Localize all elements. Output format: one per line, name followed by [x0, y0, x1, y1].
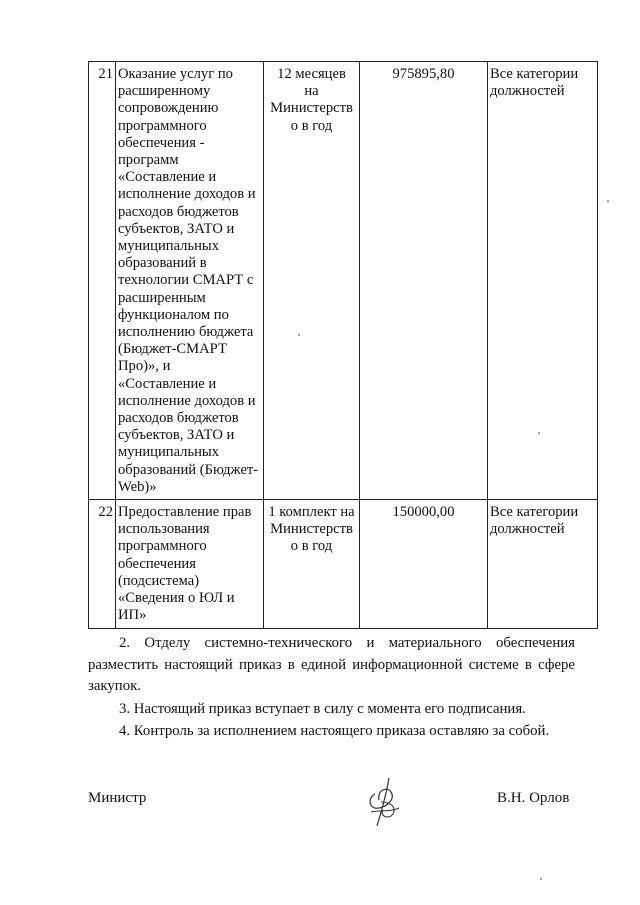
handwritten-signature [365, 776, 405, 828]
table-row [89, 62, 598, 500]
signer-position: Министр [88, 790, 147, 806]
position-category: Все категории должностей [488, 500, 598, 628]
procurement-table [88, 61, 598, 629]
service-name: Предоставление прав использования программного обеспечения (подсистема) «Сведения о ЮЛ и ИП» [116, 500, 264, 628]
row-number: 22 [89, 500, 116, 628]
service-name: Оказание услуг по расширенному сопровождению программного обеспечения - программ «Составление и исполнение доходов и расходов бюджетов субъектов, ЗАТО и муниципальных образований в технологии СМАРТ с расширенным функционалом по исполнению бюджета (Бюджет-СМАРТ Про)», и «Составление и исполнение доходов и расходов бюджетов субъектов, ЗАТО и муниципальных образований (Бюджет- Web)» [116, 62, 264, 500]
table-row [89, 500, 598, 628]
scan-speck [540, 878, 542, 880]
scan-speck [298, 334, 300, 336]
scan-speck [538, 432, 540, 434]
scan-speck [607, 200, 609, 202]
service-price: 150000,00 [360, 500, 488, 628]
service-term: 12 месяцев на Министерств о в год [264, 62, 360, 500]
position-category: Все категории должностей [488, 62, 598, 500]
paragraph-4: 4. Контроль за исполнением настоящего приказа оставляю за собой. [119, 723, 550, 739]
service-term: 1 комплект на Министерств о в год [264, 500, 360, 628]
row-number: 21 [89, 62, 116, 500]
order-paragraphs [88, 633, 575, 744]
service-price: 975895,80 [360, 62, 488, 500]
signer-name: В.Н. Орлов [497, 790, 570, 806]
paragraph-3: 3. Настоящий приказ вступает в силу с момента его подписания. [119, 700, 526, 717]
paragraph-2: 2. Отделу системно-технического и материального обеспечения разместить настоящий приказ в единой информационной системе в сфере закупок. [88, 635, 575, 694]
